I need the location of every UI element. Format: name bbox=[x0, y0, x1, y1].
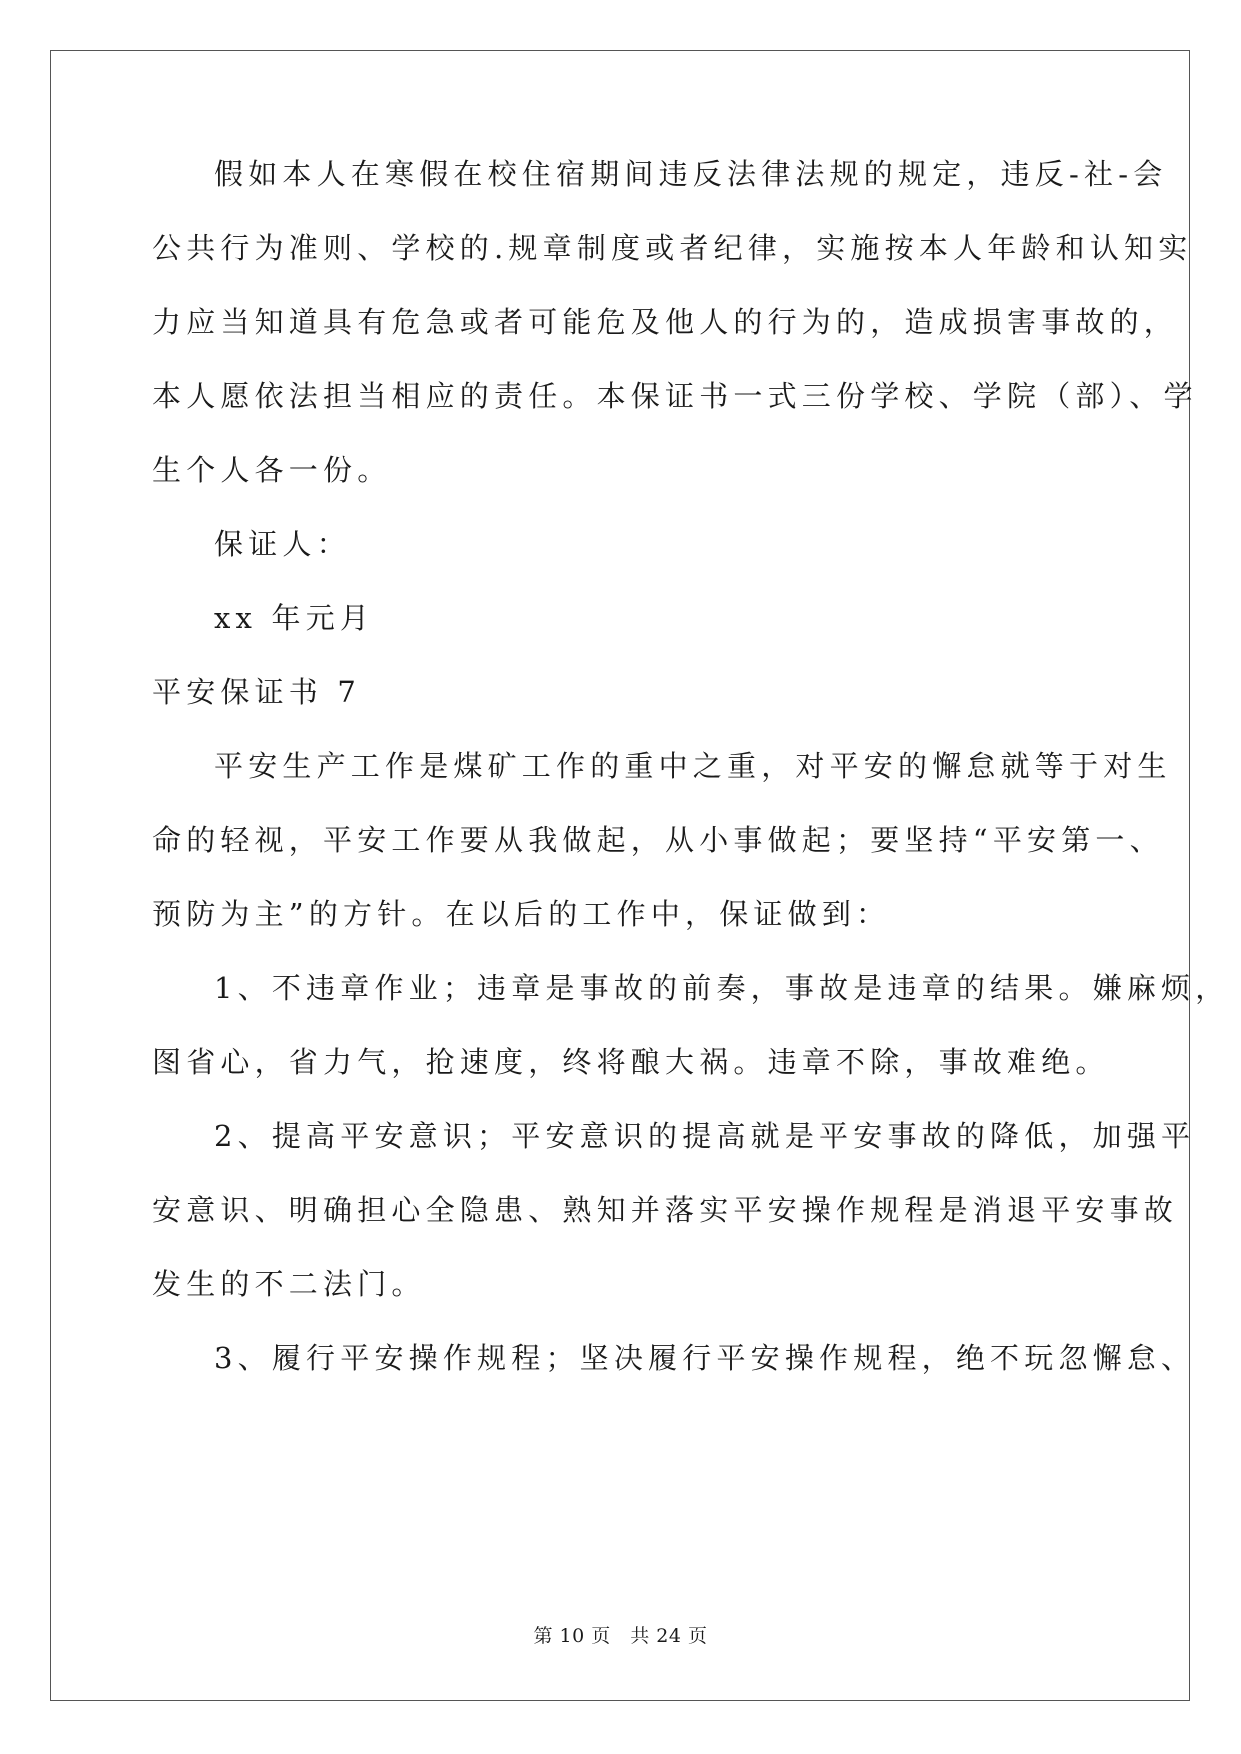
page-footer: 第 10 页 共 24 页 bbox=[533, 1625, 708, 1647]
paragraph-line: 命的轻视，平安工作要从我做起，从小事做起；要坚持“平安第一、 bbox=[152, 823, 1164, 857]
list-item-line: 发生的不二法门。 bbox=[152, 1267, 426, 1301]
paragraph-line: 本人愿依法担当相应的责任。本保证书一式三份学校、学院（部）、学 bbox=[152, 379, 1198, 413]
paragraph-line: 预防为主”的方针。在以后的工作中，保证做到： bbox=[152, 897, 891, 931]
list-item-line: 1、不违章作业；违章是事故的前奏，事故是违章的结果。嫌麻烦， bbox=[214, 971, 1230, 1005]
list-item-line: 安意识、明确担心全隐患、熟知并落实平安操作规程是消退平安事故 bbox=[152, 1193, 1179, 1227]
date-line: xx 年元月 bbox=[214, 601, 375, 635]
paragraph-line: 生个人各一份。 bbox=[152, 453, 392, 487]
page-border bbox=[50, 50, 1193, 1701]
paragraph-line: 公共行为准则、学校的.规章制度或者纪律，实施按本人年龄和认知实 bbox=[152, 231, 1193, 265]
list-item-line: 2、提高平安意识；平安意识的提高就是平安事故的降低，加强平 bbox=[214, 1119, 1196, 1153]
paragraph-line: 力应当知道具有危急或者可能危及他人的行为的，造成损害事故的， bbox=[152, 305, 1179, 339]
list-item-line: 3、履行平安操作规程；坚决履行平安操作规程，绝不玩忽懈怠、 bbox=[214, 1341, 1196, 1375]
section-title: 平安保证书 7 bbox=[152, 675, 362, 709]
paragraph-line: 平安生产工作是煤矿工作的重中之重，对平安的懈怠就等于对生 bbox=[214, 749, 1172, 783]
list-item-line: 图省心，省力气，抢速度，终将酿大祸。违章不除，事故难绝。 bbox=[152, 1045, 1110, 1079]
paragraph-line: 假如本人在寒假在校住宿期间违反法律法规的规定，违反-社-会 bbox=[214, 157, 1168, 191]
guarantor-label: 保证人： bbox=[214, 527, 351, 561]
